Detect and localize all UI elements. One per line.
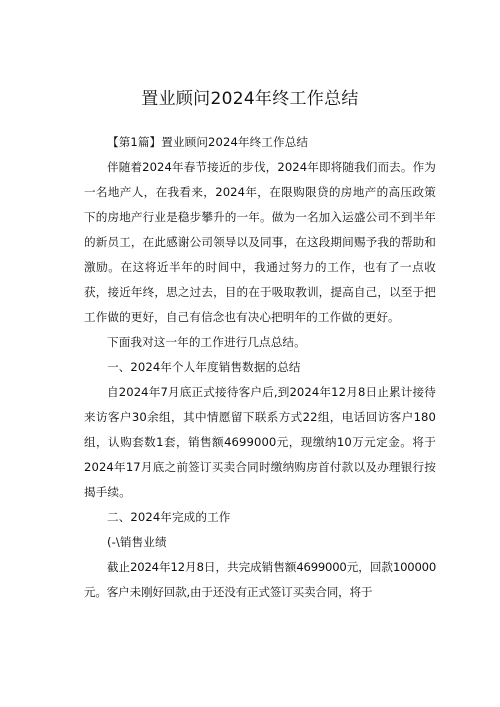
document-title: 置业顾问2024年终工作总结 (141, 89, 359, 110)
heading-completed-work: 二、2024年完成的工作 (107, 510, 231, 524)
paragraph-sales-data: 自2024年7月底正式接待客户后,到2024年12月8日止累计接待来访客户30余组，其中情愿留下联系方式22组，电话回访客户180组，认购套数1套，销售额4699000元，现缴纳10万元定金。将于2024年17月底之前签订买卖合同时缴纳购房首付款以及办理银行按揭手续。 (84, 385, 436, 499)
paragraph-sales-performance: 截止2024年12月8日，共完成销售额4699000元，回款100000元。客户未刚好回款,由于还没有正式签订买卖合同，将于 (84, 560, 436, 599)
document-body (84, 130, 436, 605)
subheading-sales-performance: (-\销售业绩 (107, 535, 167, 549)
heading-sales-data: 一、2024年个人年度销售数据的总结 (107, 360, 301, 374)
section-heading: 【第1篇】置业顾问2024年终工作总结 (107, 135, 309, 149)
paragraph-intro: 伴随着2024年春节接近的步伐，2024年即将随我们而去。作为一名地产人，在我看来，2024年，在限购限贷的房地产的高压政策下的房地产行业是稳步攀升的一年。做为一名加入运盛公司不到半年的新员工，在此感谢公司领导以及同事，在这段期间赐予我的帮助和激励。在这将近半年的时间中，我通过努力的工作，也有了一点收获，接近年终，思之过去，目的在于吸取教训，提高自己，以至于把工作做的更好，自己有信念也有决心把明年的工作做的更好。 (84, 160, 436, 324)
paragraph-summary-lead: 下面我对这一年的工作进行几点总结。 (107, 335, 306, 349)
